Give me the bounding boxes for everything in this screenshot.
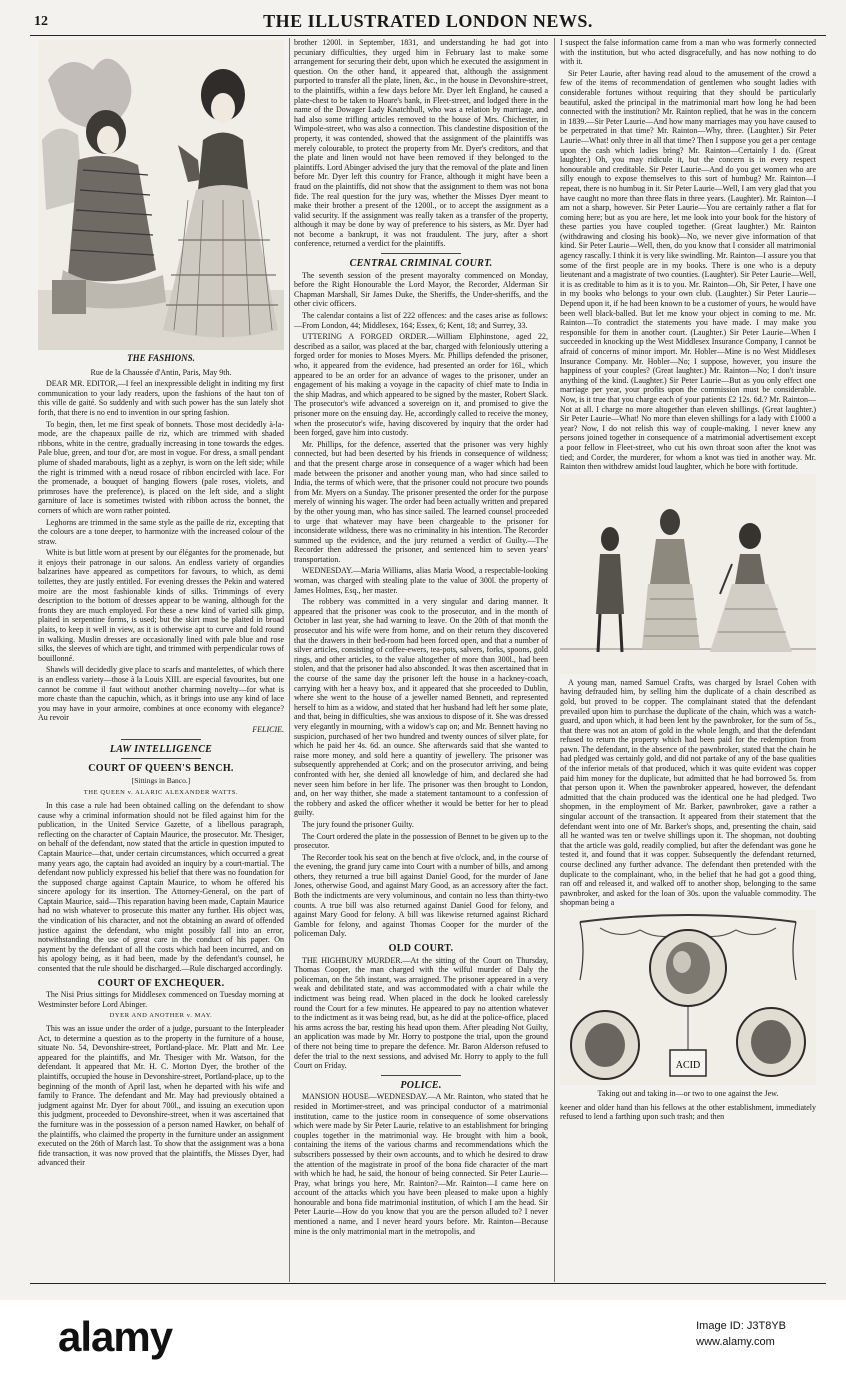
queens-bench-para: In this case a rule had been obtained calling on the defendant to show cause why a criminal information should not be filed against him for the publication, in the United Service Gazette, of a libellous paragraph, reflecting on the character of Captain Maurice, the prosecutor. Mr. Thesiger, on behalf of the defendant, now stated that the article in question imputed to Captain Maurice—that, under certain circumstances, which occurred a great many years ago, the captain had avoided an inquiry by a court-martial. The defendant now publicly expressed his belief that there was no foundation for the supposed charge against Captain Maurice, to whom he offered his sincere apology for its insertion. The Attorney-General, on the part of Captain Maurice, said—This reparation having been made, Captain Maurice had no wish whatever to prosecute this matter any further. His object was, the vindication of his character, and not the obtaining an award of offended justice against the defendant, who might possibly fall into an error, notwithstanding the use of great care in the conduct of his paper. On payment by the defendant of all the costs which had been incurred, and on his apology being, as it had been, made by the defendant's counsel, he consented that the rule should be discharged.—Rule discharged accordingly. <box>38 800 284 974</box>
fashion-plate-illustration <box>38 40 284 350</box>
exchequer-continued: brother 1200l. in September, 1831, and understanding he had got into pecuniary difficulties, they urged him in February last to make some arrangement for securing their debt, upon which he executed the assignment in question. On the other hand, it appeared that, although the assignment purported to transfer all the plate, linen, &c., in the house in Devonshire-street, to the plaintiffs, within a few days before Mr. Dyer left England, he caused a plate-chest to be taken to Hoare's bank, in Fleet-street, and lodged there in the name of the Dowager Lady Knatchbull, who was a relation by marriage, and had also some trifling articles removed to the house of Mrs. Chichester, in Wimpole-street, who was also a connection. This clandestine disposition of the property, it was contended, showed that the assignment of the plaintiffs was merely colourable, to protect the property from Mr. Dyer's creditors, and that the plate and linen would not have been removed if they belonged to the plaintiffs. Lord Abinger advised the jury that the removal of the plate and linen before Mr. Dyer left this country for France, although it might have been a fraud on the plaintiffs, did not show that the assignment to them was not bona fide. The real question for the jury was, whether the Misses Dyer meant to make their brother a present of the 1200l., or to accept the assignment as a valid security. If the assignment was really taken as a transfer of the property, although it may be done by way of preference to his sisters, as Mr. Dyer had not become a bankrupt, it was not fraudulent. The jury, after a short conference, returned a verdict for the plaintiffs. <box>294 38 548 249</box>
crafts-continued: keener and older hand than his fellows at the other establishment, immediately refused to lend a farthing upon such trash; and then <box>560 1102 816 1122</box>
old-court-heading: OLD COURT. <box>388 943 454 955</box>
police-continued-2: Sir Peter Laurie, after having read aloud to the amusement of the crowd a few of the items of recommendation of gentlemen who sought ladies with considerable fortunes without requiring that they should be particularly beautiful, asked the principal in the matrimonial mart how long he had been connected with the institution? Mr. Rainton replied, that he was in the concern in 1839.—Sir Peter Laurie—And how many marriages may you have caused to be perpetrated in that time? Mr. Rainton—Why, three. (Laughter.) Sir Peter Laurie—What! only three in all that time? Then I suppose you get a per centage upon the cash which ladies bring? Mr. Rainton—Certainly I do. (Great laughter.) Oh, you may ridicule it, but the concern is in every respect honourable and creditable. Sir Peter Laurie—And do you get women who are silly enough to expose themselves to this sort of humbug? Mr. Rainton—I repeat, there is no humbug in it. Sir Peter Laurie—Well, I am very glad that you have caught no more than three flats in three years. (Laughter). Mr. Rainton—I am not a sharp, however. Sir Peter Laurie—You are certainly rather a flat for coming here; but as you are here, let me look into your book for the history of these parties you have coupled together. (Great laughter.) Mr. Rainton (withdrawing and closing his book)—No, we never give information of that kind. Sir Peter Laurie—Well, then, do you know that I consider all matrimonial agency rascally. I think it is very like swindling. Mr. Rainton—I assure you that some of the first people are in my books. There is one who is a deputy lieutenant and a magistrate of two counties. (Laughter). Sir Peter Laurie—Well, it is as creditable to him as it is to you. Mr. Rainton—Oh, Sir Peter, I have one in my books who belongs to your own club. (Laughter.) Sir Peter Laurie—Depend upon it, if he had been known to be a customer of yours, he would have been well black-balled. But let me know your object in coming to me. Mr. Rainton—To contradict the statements you have made. I may make you responsible for them in another court. (Laughter.) Sir Peter Laurie—When I succeeded in knocking up the West Middlesex Insurance Company, I cannot be afraid of concerns of minor import. Mr. Hobler—Mine is no West Middlesex Insurance Company. Mr. Hobler—No; I suppose, however, you insure the happiness of your couples? (Great laughter.) Mr. Rainton—No; I don't insure anything of the kind. (Laughter.) Sir Peter Laurie—But as you only effect one marriage per year, your profits upon the commission must be considerable. Now, is it true that you charge each of your patients £2 12s. 6d.? Mr. Rainton—Not at all. I charge no more altogether than eleven shillings. (Great laughter.) Sir Peter Laurie—What! No more than eleven shillings for a lady with £1000 a year? Now, I do not relish this way of couple-making. I never knew any persons joined together in consequence of a matrimonial advertisement except a poor fellow in Fleet-street, who cut his own throat soon after the knot was tied; and Corder, the murderer, for whom a knot was tied in another way. Mr. Rainton then withdrew amidst loud laughter, which he bore with fortitude. <box>560 68 816 472</box>
ccc-para-6: The robbery was committed in a very singular and daring manner. It appeared that the prisoner was cook to the prosecutor, and in the month of October in last year, she had warning to leave. On the 20th of that month the prosecutor and his wife were from home, and on their return they discovered that the drawers in their bed-room had been forced open, and that a number of silver articles, consisting of coffee-ewers, tea-pots, salvers, forks, spoons, gold rings, and other articles, to the value altogether of more than 300l., had been stolen, and that the prisoner had also absconded. It was then ascertained that in the course of the same day the prisoner left the house in a hackney-coach, carrying with her a heavy box, and it appeared that she proceeded to Dublin, where she went to the house of a jeweller named Bennett, and represented herself to him as a widow, and stated that her husband had left her some plate, and that, being in difficulties, she was anxious to dispose of it. She was dressed very elegantly in mourning, with a widow's cap on; and Mr. Bennett having no suspicion, purchased of her two hundred and twenty ounces of silver plate, for which he paid her 4s. 6d. an ounce. She afterwards said that she wanted to raise more money, and sold here a quantity of jewellery. The prisoner was subsequently apprehended at Cork; and on the prosecutor arriving, and being confronted with her, she denied all knowledge of him, and declared she had never seen him before in her life. The prisoner was then brought to London, and, on her way thither, she made a statement tantamount to a confession of the robbery and asked the officer whether it would be better for her to plead guilty. <box>294 597 548 818</box>
ccc-para-2: The calendar contains a list of 222 offences: and the cases arise as follows:—From London, 44; Middlesex, 164; Essex, 6; Kent, 18; and Surrey, 33. <box>294 311 548 330</box>
section-rule <box>121 758 201 759</box>
ccc-para-9: The Recorder took his seat on the bench at five o'clock, and, in the course of the evening, the grand jury came into Court with a number of bills, and among others, they returned a true bill against Daniel Good, for the murder of Jane Jones, otherwise Good, and against Mary Good, as an accessory after the fact. Both the indictments are very voluminous, and contain no less than thirty-two counts. A true bill was also returned against Daniel Good for felony, and against Mary Good for felony. A bill was likewise returned against Richard Gamble for felony, and against Thomas Cooper for the murder of the policeman Daly. <box>294 852 548 939</box>
masthead: THE ILLUSTRATED LONDON NEWS. <box>263 11 593 31</box>
ccc-para-7: The jury found the prisoner Guilty. <box>302 819 414 829</box>
column-1 <box>38 38 284 1282</box>
ccc-para-1: The seventh session of the present mayoralty commenced on Monday, before the Right Honourable the Lord Mayor, the Recorder, Alderman Sir Chapman Marshall, Sir James Duke, the Sheriffs, the Under-sheriffs, and the other civic officers. <box>294 270 548 309</box>
fashion-para-2: To begin, then, let me first speak of bonnets. Those most decidedly à-la-mode, are the chapeaux paille de riz, which are trimmed with shaded ribbons, white in the centre, gradually increasing in tone towards the edges. Pale blue, green, and tour d'or, are most in vogue. For dress, a small pendant plume of shaded marabouts, light as a zephyr, is worn on the left side; while the right is trimmed with a nœud rosace of ribbon encircled with lace. For the promenade, a bouquet of hanging flowers (pale roses, violets, and primroses have the preference), is placed on the left side, and a slight garniture of lace is sometimes twisted with ribbon across the bonnet, the corners of which are worn rather pointed. <box>38 419 284 515</box>
signature: FELICIE. <box>252 724 284 734</box>
dateline: Rue de la Chaussée d'Antin, Paris, May 9th. <box>90 367 232 377</box>
watermark-info <box>696 1318 786 1350</box>
central-criminal-heading: CENTRAL CRIMINAL COURT. <box>349 258 493 270</box>
fashion-para-1: DEAR MR. EDITOR,—I feel an inexpressible delight in inditing my first communication to your lady readers, upon the fashions of the haut ton of this ville de gaité. So suddenly and with such power has the sun lately shot forth, that there is no end to invention in our spring fashion. <box>38 379 284 417</box>
column-3 <box>560 38 816 1282</box>
exchequer-case: DYER AND ANOTHER v. MAY. <box>109 1012 213 1020</box>
fashion-caption: THE FASHIONS. <box>127 353 195 363</box>
old-court-para: THE HIGHBURY MURDER.—At the sitting of the Court on Thursday, Thomas Cooper, the man charged with the wilful murder of Daly the policeman, on the 5th instant, was arraigned. The prisoner appeared in a very weak and debilitated state, and was accommodated with a chair while the indictment was being read. When placed in the dock he looked carelessly round the Court for a few minutes. He appeared to pay no attention whatever to the indictment as it was being read, but, as he did at the police-office, placed his arms across the bar, resting his head upon them. After pleading Not Guilty, an application was made by Mr. Horry to postpone the trial, upon the ground of there not being time to prepare the defence. Mr. Baron Alderson refused to defer the trial to the next sessions, and advised Mr. Horry to apply to the full Court on Friday. <box>294 955 548 1071</box>
column-2 <box>294 38 548 1282</box>
exchequer-para-2: This was an issue under the order of a judge, pursuant to the Interpleader Act, to determine a question as to the property in the furniture of a house, situate No. 54, Devonshire-street, Portland-place. Mr. Platt and Mr. Lee appeared for the plaintiffs, and Mr. Thesiger with Mr. Watson, for the defendant. It appeared that Mr. H. C. Morton Dyer, the brother of the plaintiffs, occupied the house in Devonshire-street, Portland-place, up to the beginning of the month of April last, when he departed with his wife and family to France. The defendant and Mr. May had previously obtained a judgment against Mr. Dyer for about 700l., and issuing an execution upon this judgment, proceeded to Devonshire-street, when it was ascertained that the furniture was in the possession of a person named Hawker, on behalf of the plaintiffs, who claimed the property in the furniture under an assignment executed on the 26th of March last. To show that the assignment was a bona fide transaction, it was now proved that the plaintiffs, the Misses Dyer, had advanced their <box>38 1024 284 1168</box>
queens-bench-subheading: [Sittings in Banco.] <box>131 775 191 785</box>
queens-bench-case: THE QUEEN v. ALARIC ALEXANDER WATTS. <box>83 789 239 797</box>
footer-rule <box>30 1283 826 1284</box>
section-rule <box>121 739 201 740</box>
police-para: MANSION HOUSE—WEDNESDAY.—A Mr. Rainton, who stated that he resided in Mortimer-street, and was principal conductor of a matrimonial institution, came to the justice room in consequence of some observations which were made by Sir Peter Laurie, relative to an establishment for bringing couples together in the matrimonial way. He brought with him a book, containing the items of the various charms and recommendations which the subscribers possessed by their own accounts, and to which he desired to draw the attention of the magistrate in proof of the bona fide character of the mart with which he had, he said, the honour of being connected. Sir Peter Laurie—Pray, what brings you here, Mr. Rainton?—Mr. Rainton—I came here on account of the attacks which you have been pleased to make upon a highly honourable and bona fide matrimonial institution, of which I am the head. Sir Peter Laurie—How do you know that you are the person alluded to? I never mentioned a name, and I never heard yours before. Mr. Rainton—Because mine is the only matrimonial mart in the metropolis, and <box>294 1092 548 1236</box>
crafts-para: A young man, named Samuel Crafts, was charged by Israel Cohen with having defrauded him, by selling him the duplicate of a chain described as gold, but proved to be copper. The complainant stated that the defendant prevailed upon him to purchase the duplicate of the chain, which was a watch-guard, and upon which, it had been lent by the pawnbroker, for the sum of 5s., that there was not an atom of gold in the whole length, and that the defendant refused to return the property which had been paid for the redemption from pawn. The defendant, in the absence of the pawnbroker, stated that the chain he had pledged was certainly gold, and did not partake of any of the base qualities of the inferior metals of that produced, which it was quite evident was copper paid him money for the duplicate, but admitted that he had borrowed 5s. from that person upon it. When the pawnbroker appeared, however, the defendant admitted that the chain produced was the identical one he had pledged. Two shopmen, in the employment of Mr. Barker, pawnbroker, gave a rather a singular account of the transaction. It appeared from their statement that the defendant went into one of Mr. Barker's shops, and, presenting the chain, said all he wanted was ten or twelve shillings upon it. The shopman, not doubting that the article was gold, readily complied, but after the defendant was gone he tested it, and found that it was copper. Subsequently the defendant returned, course declined any further advance. The defendant then pretended with the duplicate to the complainant, who, in the belief that he had got a good thing, ran off and released it, and walked off to another shop, belonging to the same pawnbroker, and asked for the loan of 30s. upon the valuable commodity. The shopman being a <box>560 677 816 908</box>
column-rule <box>554 38 555 1282</box>
street-scene-illustration <box>560 474 816 674</box>
exchequer-heading: COURT OF EXCHEQUER. <box>97 977 225 989</box>
fashion-para-5: Shawls will decidedly give place to scarfs and mantelettes, of which there is an endless variety—those à la Louis XIII. are especial favourites, but one cannot be comme il faut without another charming novelty—for what is more chaste than the capuchin, which, as it brings into use any kind of lace you may have in your armoire, combines at once economy with elegance? Au revoir <box>38 665 284 723</box>
acid-label: ACID <box>675 1059 701 1071</box>
cartoon-caption: Taking out and taking in—or two to one against the Jew. <box>597 1088 779 1098</box>
law-heading: LAW INTELLIGENCE <box>109 743 213 755</box>
ccc-para-8: The Court ordered the plate in the possession of Bennet to be given up to the prosecutor. <box>294 831 548 851</box>
alamy-logo: alamy <box>58 1313 173 1360</box>
jew-cartoon-illustration <box>560 910 816 1085</box>
exchequer-para-1: The Nisi Prius sittings for Middlesex commenced on Tuesday morning at Westminster before Lord Abinger. <box>38 990 284 1009</box>
ccc-para-5: WEDNESDAY.—Maria Williams, alias Maria Wood, a respectable-looking woman, was charged with stealing plate to the value of 300l. the property of James Holmes, Esq., her master. <box>294 566 548 595</box>
section-rule <box>381 1075 461 1076</box>
police-heading: POLICE. <box>400 1079 442 1091</box>
queens-bench-heading: COURT OF QUEEN'S BENCH. <box>88 763 234 775</box>
header-rule <box>30 35 826 36</box>
page-number: 12 <box>34 14 48 29</box>
column-rule <box>289 38 290 1282</box>
page-header <box>30 8 826 34</box>
image-id: Image ID: J3T8YB <box>696 1320 786 1332</box>
fashion-para-3: Leghorns are trimmed in the same style as the paille de riz, excepting that the colours are a tone deeper, to harmonize with the increased colour of the straw. <box>38 517 284 546</box>
site-url: www.alamy.com <box>696 1336 775 1348</box>
ccc-para-4: Mr. Phillips, for the defence, asserted that the prisoner was very highly connected, but had been deserted by his friends in consequence of wildness; and that the present charge arose in consequence of a wager which had been made between the prisoner and another young man, who had since sailed to India, the terms of which were, that the prisoner could not procure two pounds from Mr. Myers on a Sunday. The prisoner presented the order for the purpose merely of winning his wager. The order had been actually written and prepared by the other young man, who has since sailed. The learned counsel proceeded to urge that whatever may have been chargeable to the prisoner for inconsiderate wildness, there was no criminality in his intention. The Recorder summed up the evidence, and the jury returned a verdict of Guilty.—The Recorder then addressed the prisoner, and sentenced him to seven years' transportation. <box>294 439 548 564</box>
ccc-para-3: UTTERING A FORGED ORDER.—William Elphinstone, aged 22, described as a sailor, was placed at the bar, charged with feloniously uttering a forged order for monies to Moses Myers. Mr. Phillips defended the prisoner, who, it appeared from the evidence, had presented an order for 16l., which appeared to be an order for an advance of wages to the prisoner, under an engagement of his making a voyage in the capacity of chief mate to India in the ship Madras, and which appeared to be signed by the master, Robert Slack. The prosecutor's wife advanced a sovereign on it, and promised to give the prisoner more on the ensuing day. He, accordingly called to receive the money, when the prosecutor's wife, having discovered by inquiry that the order had been forged, gave him into custody. <box>294 332 548 438</box>
section-rule <box>381 253 461 254</box>
police-continued-1: I suspect the false information came from a man who was formerly connected with the institution, but who acted disgracefully, and has now nothing to do with it. <box>560 38 816 67</box>
fashion-para-4: White is but little worn at present by our élégantes for the promenade, but it enjoys their patronage in our salons. An endless variety of organdies balzarines have appeared as competitors for favours, to which, as demi toilettes, they are justly entitled. For evening dresses the Pekin and watered moire are the most fashionable kinds of silks. Trimmings of every description to the bottom of dresses appear to be waning, although for the fronts they are much employed. For these a new kind of varied silk gimp, plaited in serpentine forms, is used; but the skirt must be plaited in broad plaits, to keep it well in view, as it is otherwise apt to curve and fold round in walking. Muslin dresses are occasionally lined with pale blue and rose silks, the sleeves of which are tight, and trimmed with perpendicular rows of bouillonné. <box>38 548 284 663</box>
